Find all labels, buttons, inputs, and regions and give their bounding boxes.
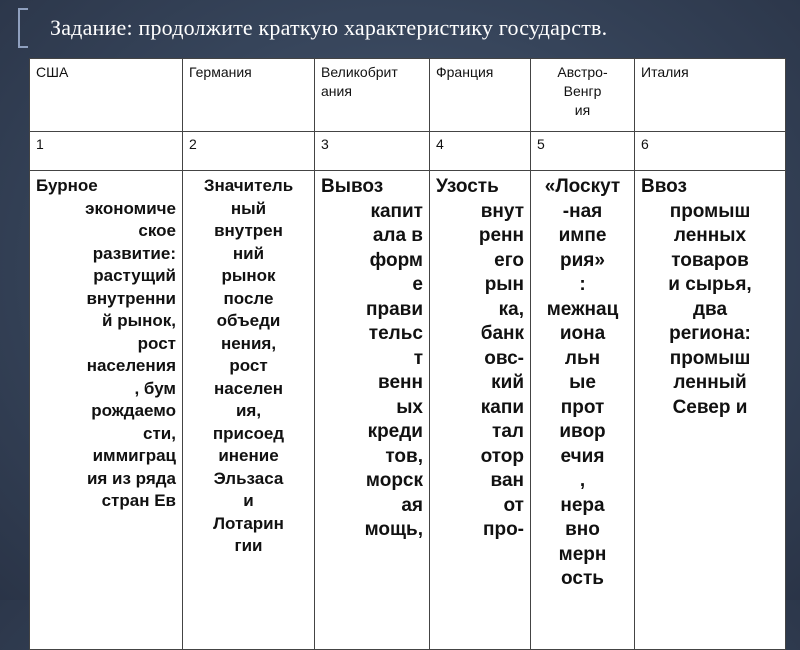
cell-italy: Ввоз промыш ленных товаров и сырья, два региона: промыш ленный Север и [635, 171, 786, 650]
number-cell: 2 [183, 132, 315, 171]
title-bracket [18, 8, 28, 48]
cell-germany: Значитель ный внутрен ний рынок после объеди нения, рост населен ия, присоед инение Эльзаса и Лотарин гии [183, 171, 315, 650]
cell-usa: Бурное экономиче ское развитие: растущий внутренни й рынок, рост населения , бум рождаемо сти, иммиграц ия из ряда стран Ев [30, 171, 183, 650]
content-row [30, 171, 786, 650]
number-cell: 1 [30, 132, 183, 171]
header-germany: Германия [183, 59, 315, 132]
header-row [30, 59, 786, 132]
number-cell: 4 [430, 132, 531, 171]
header-austria-hungary: Австро- Венгр ия [531, 59, 635, 132]
cell-great-britain: Вывоз капит ала в форм е прави тельс т венн ых креди тов, морск ая мощь, [315, 171, 430, 650]
header-italy: Италия [635, 59, 786, 132]
number-row [30, 132, 786, 171]
cell-austria-hungary: «Лоскут -ная импе рия» : межнац иона льн ые прот ивор ечия , нера вно мерн ость [531, 171, 635, 650]
number-cell: 6 [635, 132, 786, 171]
header-france: Франция [430, 59, 531, 132]
states-table [29, 58, 786, 650]
slide-title: Задание: продолжите краткую характеристику государств. [50, 15, 608, 40]
number-cell: 5 [531, 132, 635, 171]
header-usa: США [30, 59, 183, 132]
number-cell: 3 [315, 132, 430, 171]
cell-france: Узость внут ренн его рын ка, банк овс- кий капи тал отор ван от про- [430, 171, 531, 650]
header-great-britain: Великобрит ания [315, 59, 430, 132]
